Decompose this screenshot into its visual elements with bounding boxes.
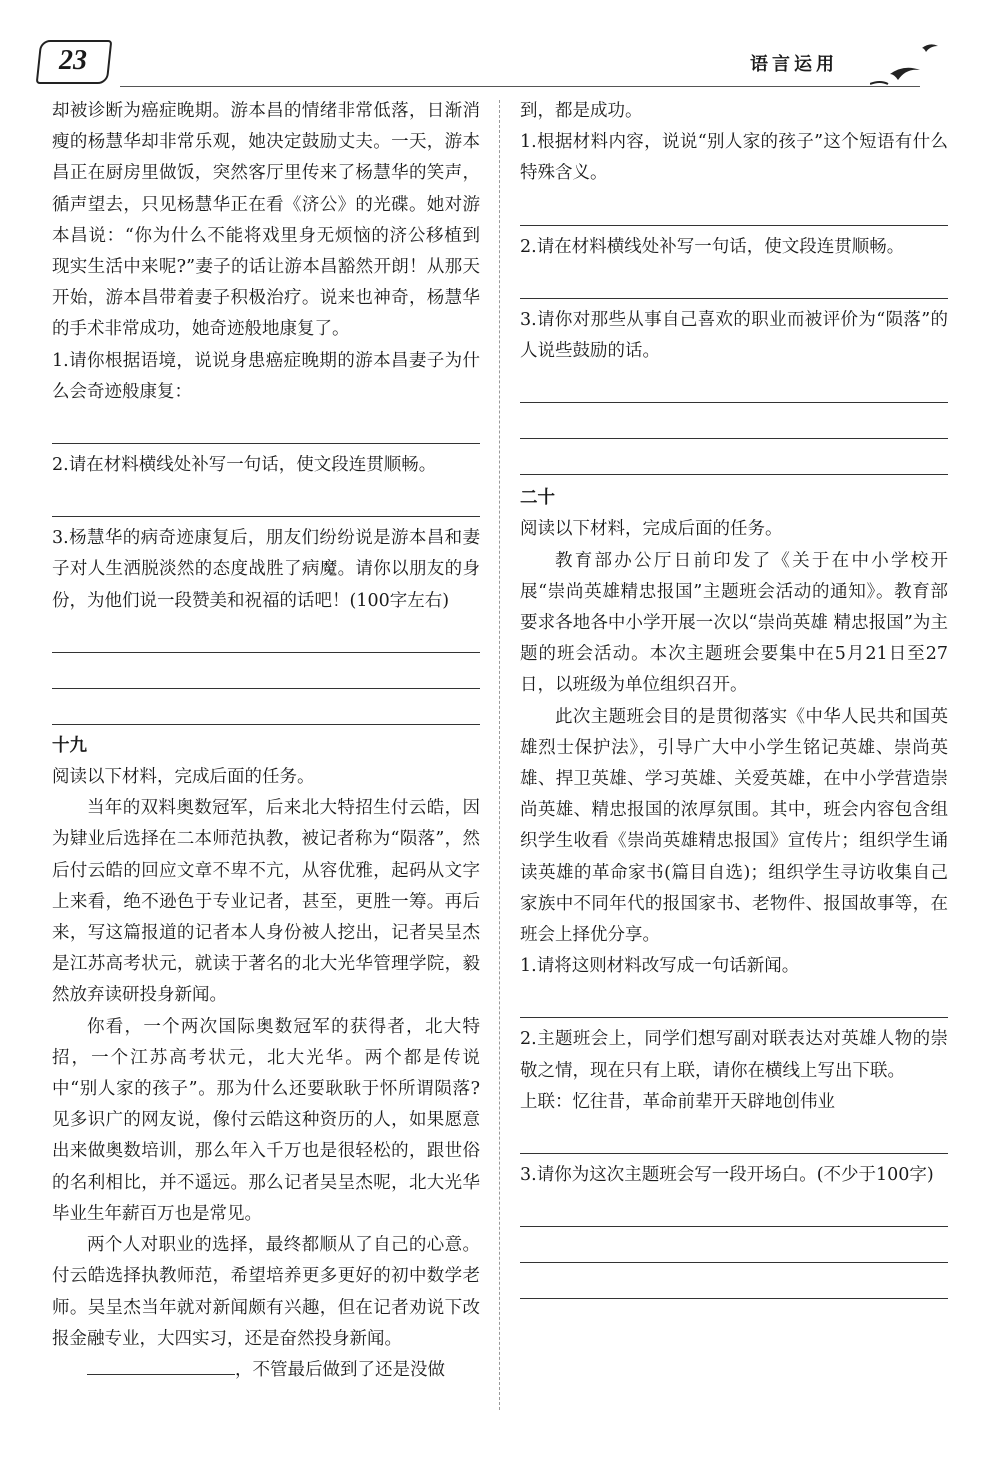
section-20-paragraph-1: 教育部办公厅日前印发了《关于在中小学校开展“崇尚英雄精忠报国”主题班会活动的通知》。教育部要求各地各中小学开展一次以“崇尚英雄 精忠报国”为主题的班会活动。本次主题班会要集中在5月21日至27日，以班级为单位组织召开。 [520, 550, 948, 696]
section-19-paragraph-4 [52, 1355, 480, 1386]
section-19-paragraph-2: 你看，一个两次国际奥数冠军的获得者，北大特招，一个江苏高考状元，北大光华。两个都是传说中“别人家的孩子”。那为什么还要耿耿于怀所谓陨落?见多识广的网友说，像付云皓这种资历的人，如果愿意出来做奥数培训，那么年入千万也是很轻松的，跟世俗的名利相比，并不遥远。那么记者吴呈杰呢，北大光华毕业生年薪百万也是常见。 [52, 1016, 480, 1224]
section-label: 语言运用 [750, 54, 838, 75]
page-number: 23 [59, 45, 87, 76]
question-1b: 1.请将这则材料改写成一句话新闻。 [520, 956, 800, 977]
answer-line[interactable] [520, 403, 948, 439]
section-19-paragraph-3: 两个人对职业的选择，最终都顺从了自己的心意。付云皓选择执教师范，希望培养更多更好的初中数学老师。吴呈杰当年就对新闻颇有兴趣，但在记者劝说下改报金融专业，大四实习，还是奋然投身新闻。 [52, 1235, 480, 1349]
answer-line[interactable] [52, 653, 480, 689]
section-20-title: 二十 [520, 488, 555, 509]
answer-line[interactable] [520, 190, 948, 226]
question-1: 1.根据材料内容，说说“别人家的孩子”这个短语有什么特殊含义。 [520, 132, 948, 184]
answer-line[interactable] [52, 408, 480, 444]
question-2: 2.请在材料横线处补写一句话，使文段连贯顺畅。 [520, 236, 905, 257]
section-19-instruction: 阅读以下材料，完成后面的任务。 [52, 767, 315, 788]
section-19-paragraph-1: 当年的双料奥数冠军，后来北大特招生付云皓，因为肄业后选择在二本师范执教，被记者称为“陨落”，然后付云皓的回应文章不卑不亢，从容优雅，起码从文字上来看，绝不逊色于专业记者，甚至，更胜一筹。再后来，写这篇报道的记者本人身份被人挖出，记者吴呈杰是江苏高考状元，就读于著名的北大光华管理学院，毅然放弃读研投身新闻。 [52, 798, 480, 1006]
section-20-paragraph-2: 此次主题班会目的是贯彻落实《中华人民共和国英雄烈士保护法》，引导广大中小学生铭记英雄、崇尚英雄、捍卫英雄、学习英雄、关爱英雄，在中小学营造崇尚英雄、精忠报国的浓厚氛围。其中，班会内容包含组织学生收看《崇尚英雄精忠报国》宣传片；组织学生诵读英雄的革命家书(篇目自选)；组织学生寻访收集自己家族中不同年代的报国家书、老物件、报国故事等，在班会上择优分享。 [520, 706, 948, 946]
answer-line[interactable] [52, 617, 480, 653]
question-2b: 2.主题班会上，同学们想写副对联表达对英雄人物的崇敬之情，现在只有上联，请你在横线上写出下联。 [520, 1029, 948, 1081]
left-column [52, 96, 480, 1386]
answer-line[interactable] [520, 1191, 948, 1227]
couplet-first-line: 上联：忆往昔，革命前辈开天辟地创伟业 [520, 1091, 835, 1112]
answer-line[interactable] [520, 263, 948, 299]
section-20-instruction: 阅读以下材料，完成后面的任务。 [520, 519, 783, 540]
intro-paragraph: 却被诊断为癌症晚期。游本昌的情绪非常低落，日渐消瘦的杨慧华却非常乐观，她决定鼓励丈夫。一天，游本昌正在厨房里做饭，突然客厅里传来了杨慧华的笑声，循声望去，只见杨慧华正在看《济公》的光碟。她对游本昌说：“你为什么不能将戏里身无烦恼的济公移植到现实生活中来呢?”妻子的话让游本昌豁然开朗！从那天开始，游本昌带着妻子积极治疗。说来也神奇，杨慧华的手术非常成功，她奇迹般地康复了。 [52, 101, 480, 340]
answer-line[interactable] [520, 1263, 948, 1299]
birds-icon [870, 40, 950, 90]
question-2: 2.请在材料横线处补写一句话，使文段连贯顺畅。 [52, 455, 437, 476]
question-1: 1.请你根据语境，说说身患癌症晚期的游本昌妻子为什么会奇迹般康复： [52, 350, 480, 402]
answer-line[interactable] [52, 689, 480, 725]
continued-text: 到，都是成功。 [520, 101, 643, 121]
question-3: 3.请你对那些从事自己喜欢的职业而被评价为“陨落”的人说些鼓励的话。 [520, 309, 948, 362]
answer-line[interactable] [520, 1118, 948, 1154]
answer-line[interactable] [520, 1227, 948, 1263]
section-19-title: 十九 [52, 735, 87, 756]
question-3: 3.杨慧华的病奇迹康复后，朋友们纷纷说是游本昌和妻子对人生洒脱淡然的态度战胜了病魔。请你以朋友的身份，为他们说一段赞美和祝福的话吧！(100字左右) [52, 528, 480, 611]
header-rule [120, 86, 920, 87]
answer-line[interactable] [52, 481, 480, 517]
fill-in-blank[interactable] [87, 1356, 235, 1375]
answer-line[interactable] [520, 439, 948, 475]
question-3b: 3.请你为这次主题班会写一段开场白。(不少于100字) [520, 1165, 934, 1186]
column-divider [499, 100, 500, 1410]
section-19-paragraph-4-text: ，不管最后做到了还是没做 [235, 1359, 445, 1380]
answer-line[interactable] [520, 367, 948, 403]
right-column [520, 96, 948, 1299]
answer-line[interactable] [520, 982, 948, 1018]
